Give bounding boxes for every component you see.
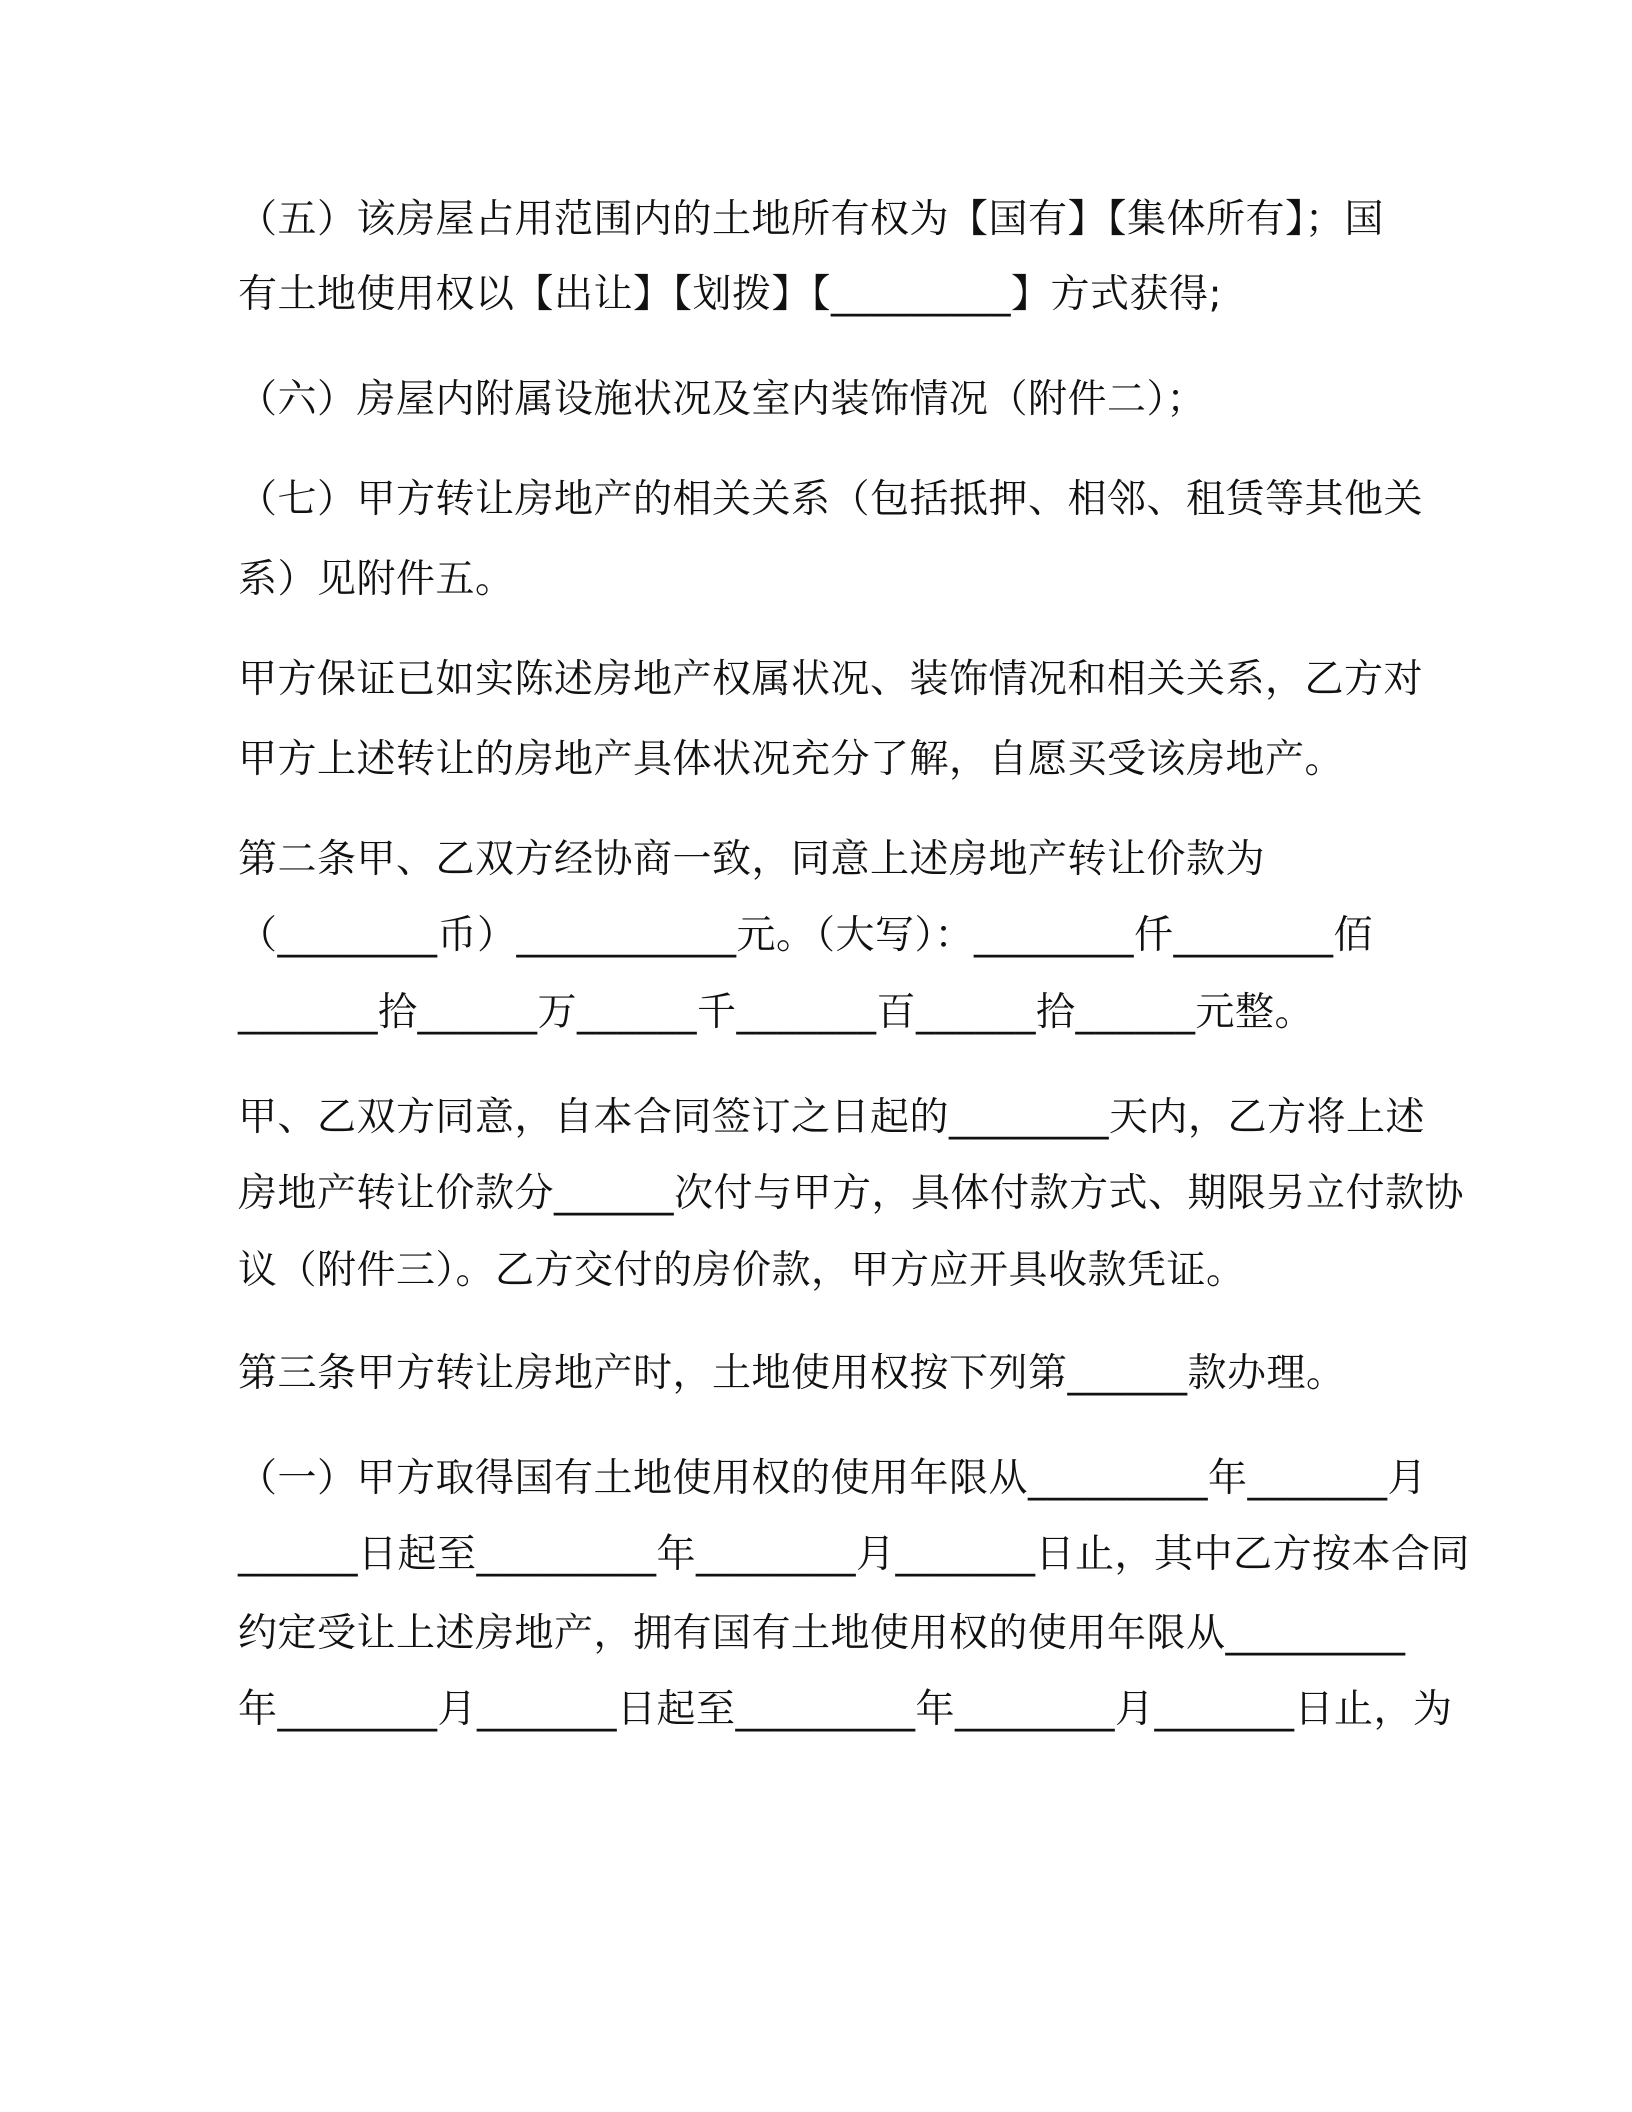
clause-1-line-4: 年________月_______日起至_________年________月_______日止，为 (238, 1687, 1453, 1732)
guarantee-line-1: 甲方保证已如实陈述房地产权属状况、装饰情况和相关关系，乙方对 (238, 657, 1424, 702)
article-2-line-2: （________币）___________元。（大写）：________仟________佰 (238, 913, 1374, 958)
item-7-line-2: 系）见附件五。 (238, 557, 515, 602)
item-6-line-1: （六）房屋内附属设施状况及室内装饰情况（附件二）； (238, 377, 1207, 422)
payment-line-3: 议（附件三）。乙方交付的房价款，甲方应开具收款凭证。 (238, 1248, 1246, 1293)
guarantee-line-2: 甲方上述转让的房地产具体状况充分了解，自愿买受该房地产。 (238, 737, 1345, 782)
item-5-line-2: 有土地使用权以【出让】【划拨】【_________】方式获得; (238, 272, 1223, 317)
item-7-line-1: （七）甲方转让房地产的相关关系（包括抵押、相邻、租赁等其他关 (238, 477, 1424, 522)
clause-1-line-2: ______日起至_________年________月_______日止，其中乙方按本合同 (238, 1532, 1471, 1577)
clause-1-line-1: （一）甲方取得国有土地使用权的使用年限从_________年_______月 (238, 1456, 1428, 1501)
item-5-line-1: （五）该房屋占用范围内的土地所有权为【国有】【集体所有】；国 (238, 197, 1385, 242)
clause-1-line-3: 约定受让上述房地产，拥有国有土地使用权的使用年限从_________ (238, 1611, 1406, 1656)
article-3-line-1: 第三条甲方转让房地产时，土地使用权按下列第______款办理。 (238, 1351, 1346, 1396)
article-2-line-3: _______拾______万______千_______百______拾______元整。 (238, 990, 1315, 1035)
payment-line-1: 甲、乙双方同意，自本合同签订之日起的________天内，乙方将上述 (238, 1095, 1426, 1140)
payment-line-2: 房地产转让价款分______次付与甲方，具体付款方式、期限另立付款协 (238, 1171, 1465, 1216)
article-2-line-1: 第二条甲、乙双方经协商一致，同意上述房地产转让价款为 (238, 837, 1266, 882)
